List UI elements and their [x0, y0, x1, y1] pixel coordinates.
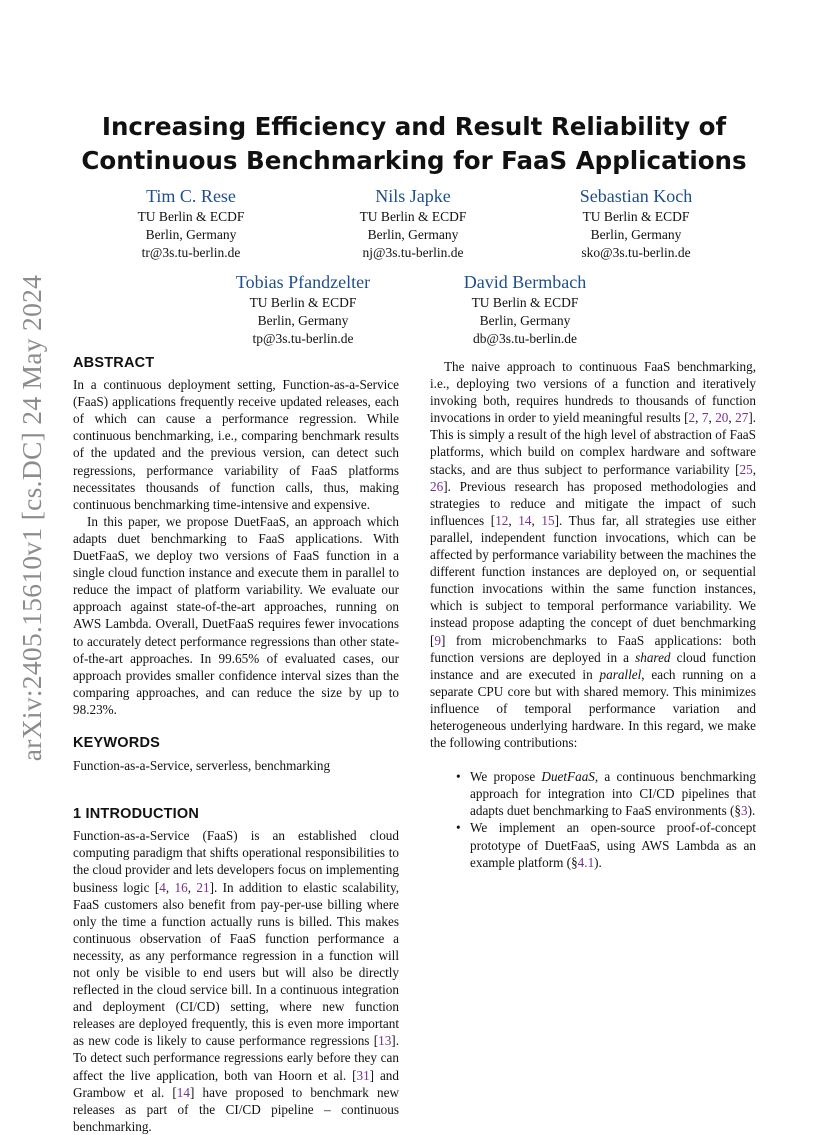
author-location: Berlin, Germany	[367, 227, 459, 242]
abstract-heading: ABSTRACT	[73, 355, 155, 371]
citation-link[interactable]: 4	[159, 879, 166, 895]
section-link[interactable]: 3	[741, 803, 748, 819]
author-location: Berlin, Germany	[145, 227, 237, 242]
section-link[interactable]: 4.1	[577, 854, 595, 870]
citation-link[interactable]: 20	[715, 410, 729, 426]
author-email: tp@3s.tu-berlin.de	[252, 331, 354, 346]
author-location: Berlin, Germany	[590, 227, 682, 242]
citation-link[interactable]: 31	[356, 1067, 370, 1083]
citation-link[interactable]: 26	[430, 478, 444, 494]
author-block-3	[526, 184, 746, 262]
author-email: sko@3s.tu-berlin.de	[581, 245, 691, 260]
citation-link[interactable]: 21	[196, 879, 210, 895]
abstract-paragraph-1: In a continuous deployment setting, Function-as-a-Service (FaaS) applications frequently receive updated releases, each of which can cause a performance regression. While continuous benchmarking, i.e., comparing benchmark results of the updated and the previous version, can detect such regressions, performance variability of FaaS platforms necessitates thousands of function calls, thus, making continuous benchmarking time-intensive and expensive.	[73, 377, 399, 512]
citation-link[interactable]: 14	[518, 512, 532, 528]
author-block-2	[303, 184, 523, 262]
author-email: db@3s.tu-berlin.de	[473, 331, 577, 346]
intro-paragraph-1: Function-as-a-Service (FaaS) is an established cloud computing paradigm that shifts operational responsibilities to the cloud provider and lets developers focus on implementing business logic [4, 16, 21]. In addition to elastic scalability, FaaS customers also benefit from pay-per-use billing where only the time a function actually runs is billed. This makes continuous observation of FaaS function performance a necessity, as any performance regression in a function will not only be visible to end users but will also be directly reflected in the cloud service bill. In a continuous integration and deployment (CI/CD) setting, where new function releases are deployed frequently, this is even more important as new code is likely to cause performance regressions [13]. To detect such performance regressions early before they can affect the live application, both van Hoorn et al. [31] and Grambow et al. [14] have proposed to benchmark new releases as part of the CI/CD pipeline – continuous benchmarking.	[73, 828, 399, 1134]
author-name: David Bermbach	[463, 272, 587, 292]
citation-link[interactable]: 13	[378, 1033, 392, 1049]
author-location: Berlin, Germany	[257, 313, 349, 328]
author-name: Sebastian Koch	[579, 186, 693, 206]
author-name: Nils Japke	[375, 186, 451, 206]
citation-link[interactable]: 9	[434, 632, 441, 648]
right-column	[430, 358, 756, 871]
citation-link[interactable]: 25	[739, 461, 753, 477]
author-name: Tobias Pfandzelter	[235, 272, 371, 292]
citation-link[interactable]: 27	[735, 410, 749, 426]
intro-paragraph-2: The naive approach to continuous FaaS benchmarking, i.e., deploying two versions of a function and iteratively invoking both, requires hundreds to thousands of function invocations in order to yield meaningful results [2, 7, 20, 27]. This is simply a result of the high level of abstraction of FaaS platforms, which build on complex hardware and software stacks, and are thus subject to performance variability [25, 26]. Previous research has proposed methodologies and strategies to reduce and mitigate the impact of such influences [12, 14, 15]. Thus far, all strategies use either parallel, independent function invocations, which can be affected by performance variability between the machines the different function instances are deployed on, or sequential function invocations within the same function instances, which is subject to temporal performance variability. We instead propose adapting the concept of duet benchmarking [9] from microbenchmarks to FaaS applications: both function versions are deployed in a shared cloud function instance and are executed in parallel, each running on a separate CPU core but with shared memory. This minimizes influence of temporal performance variation and heterogeneous underlying hardware. In this regard, we make the following contributions:	[430, 359, 757, 751]
citation-link[interactable]: 2	[688, 410, 696, 426]
author-affiliation: TU Berlin & ECDF	[359, 209, 467, 224]
abstract-paragraph-2: In this paper, we propose DuetFaaS, an approach which adapts duet benchmarking to FaaS applications. With DuetFaaS, we deploy two versions of FaaS function in a single cloud function instance and execute them in parallel to reduce the impact of platform variability. We evaluate our approach against state-of-the-art approaches, running on AWS Lambda. Overall, DuetFaaS requires fewer invocations to accurately detect performance regressions than other state-of-the-art approaches. In 99.65% of evaluated cases, our approach provides smaller confidence interval sizes than the comparing approaches, and can reduce the size by up to 98.23%.	[73, 513, 399, 717]
citation-link[interactable]: 12	[495, 512, 509, 528]
author-email: nj@3s.tu-berlin.de	[362, 245, 464, 260]
author-affiliation: TU Berlin & ECDF	[471, 295, 579, 310]
author-block-1	[81, 184, 301, 262]
paper-title	[60, 110, 768, 178]
author-name: Tim C. Rese	[146, 186, 236, 206]
introduction-heading: 1 INTRODUCTION	[73, 806, 200, 823]
citation-link[interactable]: 14	[176, 1084, 190, 1100]
author-affiliation: TU Berlin & ECDF	[249, 295, 357, 310]
author-affiliation: TU Berlin & ECDF	[137, 209, 245, 224]
title-line-1: Increasing Efficiency and Result Reliability of	[101, 112, 727, 141]
author-email: tr@3s.tu-berlin.de	[141, 245, 241, 260]
citation-link[interactable]: 15	[541, 512, 555, 528]
author-block-5	[415, 270, 635, 348]
keywords-text: Function-as-a-Service, serverless, benchmarking	[73, 758, 331, 774]
author-location: Berlin, Germany	[479, 313, 571, 328]
list-item: • We implement an open-source proof-of-concept prototype of DuetFaaS, using AWS Lambda as an example platform (§4.1).	[454, 819, 756, 870]
citation-link[interactable]: 7	[701, 410, 709, 426]
list-item: • We propose DuetFaaS, a continuous benchmarking approach for integration into CI/CD pipelines that adapts duet benchmarking to FaaS environments (§3).	[454, 768, 756, 819]
arxiv-id: arXiv:2405.15610v1 [cs.DC] 24 May 2024	[16, 274, 47, 761]
citation-link[interactable]: 16	[174, 879, 188, 895]
left-column	[73, 355, 399, 1135]
arxiv-side-stamp	[14, 275, 50, 760]
keywords-heading: KEYWORDS	[73, 734, 160, 751]
author-affiliation: TU Berlin & ECDF	[582, 209, 690, 224]
author-block-4	[193, 270, 413, 348]
contributions-list	[430, 768, 756, 871]
title-line-2: Continuous Benchmarking for FaaS Applications	[81, 146, 747, 175]
